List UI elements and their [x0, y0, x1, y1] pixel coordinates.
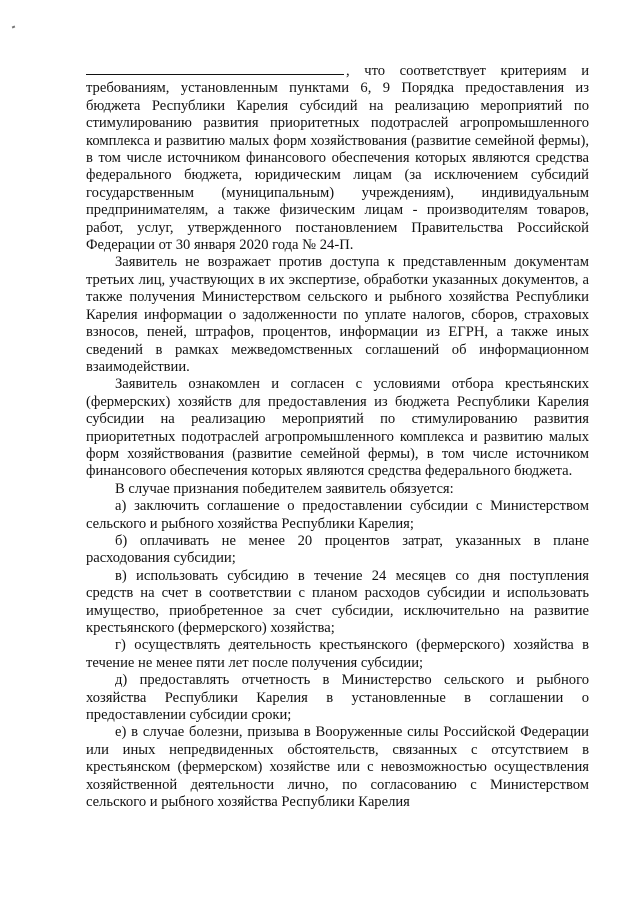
paragraph-criteria-text: , что соответствует критериям и требованиям, установленным пунктами 6, 9 Порядка предоставления из бюджета Республики Карелия субсидий на реализацию мероприятий по стимулированию развития приоритетных подотраслей агропромышленного комплекса и развитию малых форм хозяйствования (развитие семейной фермы), в том числе источником финансового обеспечения которых являются средства федерального бюджета, юридическим лицам (за исключением субсидий государственным (муниципальным) учреждениям), индивидуальным предпринимателям, а также физическим лицам - производителям товаров, работ, услуг, утвержденного постановлением Правительства Российской Федерации от 30 января 2020 года № 24-П. — [86, 63, 589, 254]
scan-speck — [12, 26, 16, 29]
obligation-item-v: в) использовать субсидию в течение 24 месяцев со дня поступления средств на счет в соответствии с планом расходов субсидии и использовать имущество, приобретенное за счет субсидии, исключительно на развитие крестьянского (фермерского) хозяйства; — [86, 567, 589, 636]
paragraph-consent-access: Заявитель не возражает против доступа к представленным документам третьих лиц, участвующих в их экспертизе, обработки указанных документов, а также получения Министерством сельского и рыбного хозяйства Республики Карелия информации о задолженности по уплате налогов, сборов, страховых взносов, пеней, штрафов, процентов, информации из ЕГРН, а также иных сведений в рамках межведомственных соглашений об информационном взаимодействии. — [86, 254, 589, 375]
blank-line — [86, 62, 344, 75]
paragraph-criteria — [86, 62, 589, 254]
obligation-item-e: е) в случае болезни, призыва в Вооруженные силы Российской Федерации или иных непредвиденных обстоятельств, связанных с отсутствием в крестьянском (фермерском) хозяйстве или с невозможностью осуществления хозяйственной деятельности лично, по согласованию с Министерством сельского и рыбного хозяйства Республики Карелия — [86, 724, 589, 811]
document-page — [86, 62, 589, 811]
obligation-item-b: б) оплачивать не менее 20 процентов затрат, указанных в плане расходования субсидии; — [86, 532, 589, 567]
obligation-item-a: а) заключить соглашение о предоставлении субсидии с Министерством сельского и рыбного хозяйства Республики Карелия; — [86, 498, 589, 532]
paragraph-obligations-intro: В случае признания победителем заявитель обязуется: — [115, 480, 454, 497]
obligation-item-g: г) осуществлять деятельность крестьянского (фермерского) хозяйства в течение не менее пяти лет после получения субсидии; — [86, 637, 589, 671]
paragraph-acknowledgement: Заявитель ознакомлен и согласен с условиями отбора крестьянских (фермерских) хозяйств для предоставления из бюджета Республики Карелия субсидии на реализацию мероприятий по стимулированию развития приоритетных подотраслей агропромышленного комплекса и развитию малых форм хозяйствования (развитие семейной фермы), в том числе источником финансового обеспечения которых являются средства федерального бюджета. — [86, 376, 589, 480]
obligation-item-d: д) предоставлять отчетность в Министерство сельского и рыбного хозяйства Республики Карелия в установленные в соглашении о предоставлении субсидии сроки; — [86, 672, 589, 724]
